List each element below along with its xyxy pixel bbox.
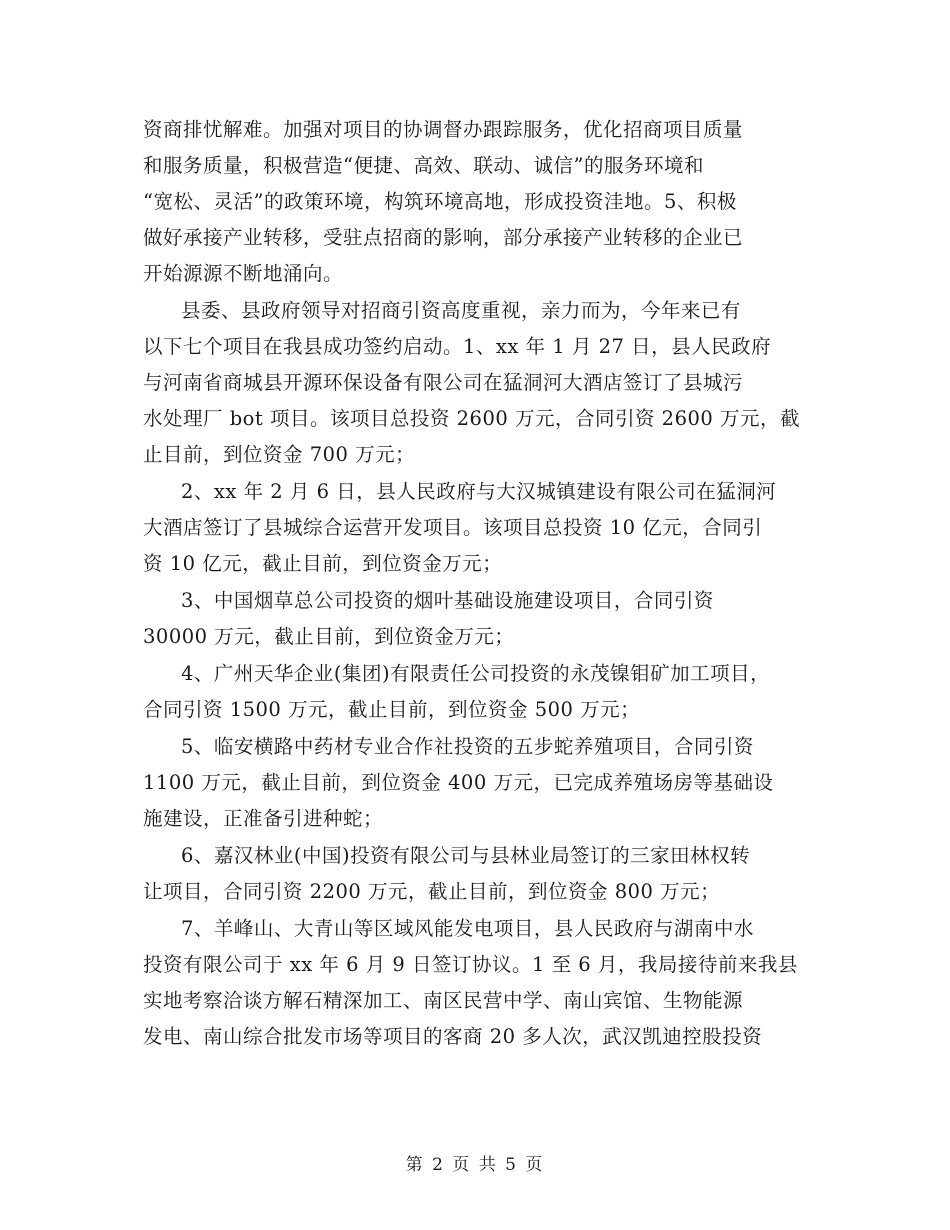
- text-line: 和服务质量，积极营造“便捷、高效、联动、诚信”的服务环境和: [143, 154, 704, 177]
- text-line: 实地考察洽谈方解石精深加工、南区民营中学、南山宾馆、生物能源: [143, 989, 744, 1012]
- text-line: 让项目，合同引资 2200 万元，截止目前，到位资金 800 万元；: [143, 880, 721, 903]
- text-line: 施建设，正准备引进种蛇；: [143, 807, 384, 830]
- text-line: 以下七个项目在我县成功签约启动。1、xx 年 1 月 27 日，县人民政府: [143, 335, 772, 358]
- text-line: 发电、南山综合批发市场等项目的客商 20 多人次，武汉凯迪控股投资: [143, 1025, 763, 1048]
- text-line: 1100 万元，截止目前，到位资金 400 万元，已完成养殖场房等基础设: [143, 771, 774, 794]
- text-line: 3、中国烟草总公司投资的烟叶基础设施建设项目，合同引资: [181, 589, 714, 612]
- text-line: 30000 万元，截止目前，到位资金万元；: [143, 625, 515, 648]
- text-line: 资商排忧解难。加强对项目的协调督办跟踪服务，优化招商项目质量: [143, 118, 744, 141]
- text-line: 止目前，到位资金 700 万元；: [143, 443, 416, 466]
- text-line: 合同引资 1500 万元，截止目前，到位资金 500 万元；: [143, 698, 641, 721]
- text-line: 7、羊峰山、大青山等区域风能发电项目，县人民政府与湖南中水: [181, 917, 754, 940]
- text-line: 开始源源不断地涌向。: [143, 262, 344, 285]
- text-line: 5、临安横路中药材专业合作社投资的五步蛇养殖项目，合同引资: [181, 735, 754, 758]
- text-line: 与河南省商城县开源环保设备有限公司在猛洞河大酒店签订了县城污: [143, 371, 744, 394]
- text-line: 4、广州天华企业(集团)有限责任公司投资的永茂镍钼矿加工项目，: [181, 662, 771, 685]
- text-line: “宽松、灵活”的政策环境，构筑环境高地，形成投资洼地。5、积极: [143, 190, 737, 213]
- text-line: 资 10 亿元，截止目前，到位资金万元；: [143, 552, 503, 575]
- text-line: 做好承接产业转移，受驻点招商的影响，部分承接产业转移的企业已: [143, 226, 744, 249]
- page-footer: 第 2 页 共 5 页: [405, 1155, 545, 1175]
- text-line: 6、嘉汉林业(中国)投资有限公司与县林业局签订的三家田林权转: [181, 844, 751, 867]
- text-line: 大酒店签订了县城综合运营开发项目。该项目总投资 10 亿元，合同引: [143, 516, 763, 539]
- text-line: 2、xx 年 2 月 6 日，县人民政府与大汉城镇建设有限公司在猛洞河: [181, 480, 777, 503]
- text-line: 投资有限公司于 xx 年 6 月 9 日签订协议。1 至 6 月，我局接待前来我县: [143, 953, 798, 976]
- text-line: 县委、县政府领导对招商引资高度重视，亲力而为，今年来已有: [181, 299, 742, 322]
- text-line: 水处理厂 bot 项目。该项目总投资 2600 万元，合同引资 2600 万元，截: [143, 407, 801, 430]
